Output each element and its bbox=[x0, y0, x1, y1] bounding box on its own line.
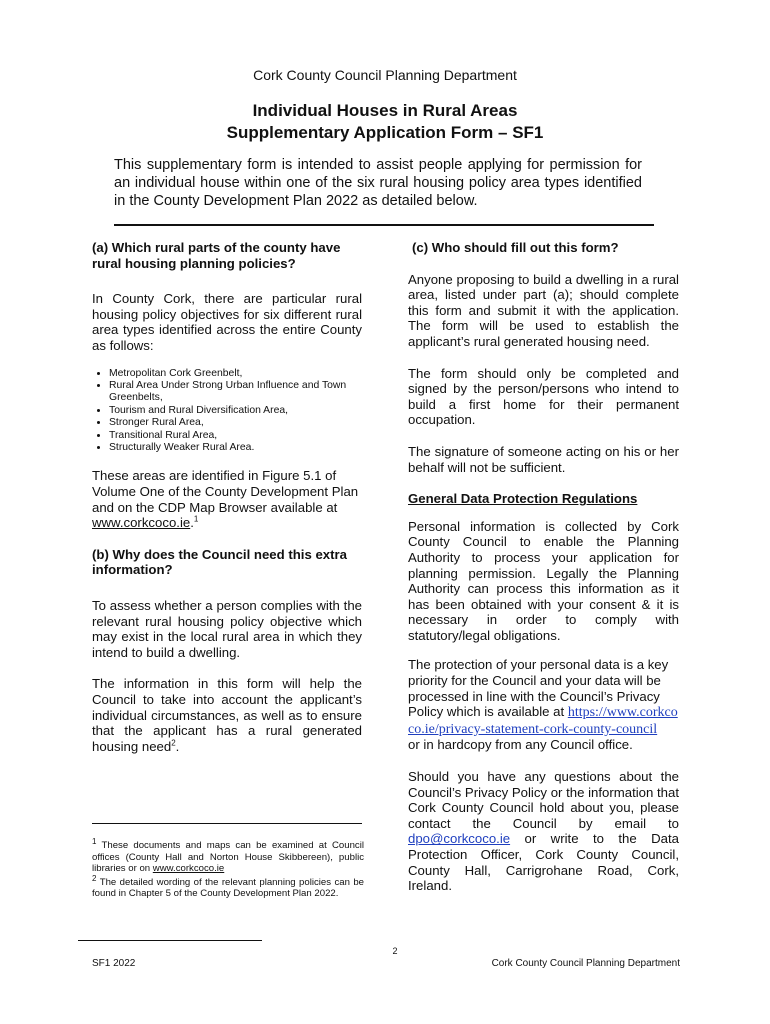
footnote-corkcoco-link[interactable]: www.corkcoco.ie bbox=[152, 863, 225, 875]
list-item: • Tourism and Rural Diversification Area, bbox=[109, 405, 362, 417]
list-item: • Metropolitan Cork Greenbelt, bbox=[109, 368, 362, 380]
section-b-heading: (b) Why does the Council need this extra information? bbox=[92, 546, 347, 578]
section-c-heading: (c) Who should fill out this form? bbox=[412, 240, 619, 255]
corkcoco-link[interactable]: www.corkcoco.ie bbox=[92, 515, 191, 531]
footnote-divider bbox=[92, 823, 362, 824]
form-title bbox=[0, 100, 770, 144]
section-a-para1: In County Cork, there are particular rural housing policy objectives for six different rural area types identified across the entire County as follows: bbox=[92, 291, 362, 353]
intro-paragraph: This supplementary form is intended to assist people applying for permission for an individual house within one of the six rural housing policy area types identified in the County Development Plan 2022 as detailed below. bbox=[114, 157, 642, 209]
gdpr-para1: Personal information is collected by Cork County Council to enable the Planning Authority to process your application for planning permission. Legally the Planning Authority can process this information as it has been obtained with your consent & it is necessary in order to comply with statutory/legal obligations. bbox=[408, 518, 679, 643]
footnote-1-text: These documents and maps can be examined at Council offices (County Hall and Norton House Skibbereen), public libraries or on bbox=[92, 840, 364, 875]
left-column bbox=[92, 240, 362, 754]
footnote-2-marker: 2 bbox=[92, 873, 97, 883]
list-item: • Rural Area Under Strong Urban Influence and Town Greenbelts, bbox=[109, 380, 362, 405]
footnote-1-marker: 1 bbox=[92, 836, 97, 846]
footnotes bbox=[92, 836, 364, 902]
period: . bbox=[175, 738, 180, 754]
section-c-para3: The signature of someone acting on his or her behalf will not be sufficient. bbox=[408, 443, 679, 475]
privacy-policy-link[interactable]: https://www.corkcoco.ie/privacy-statement-cork-county-council bbox=[408, 705, 678, 737]
period: . bbox=[190, 515, 194, 531]
gdpr-para2-end: or in hardcopy from any Council office. bbox=[408, 737, 633, 753]
section-c-para1: Anyone proposing to build a dwelling in a rural area, listed under part (a); should complete this form and submit it with the application. The form will be used to establish the applicant’s rural generated housing need. bbox=[408, 271, 679, 349]
footnote-1 bbox=[92, 836, 364, 875]
footnote-2 bbox=[92, 873, 364, 900]
gdpr-heading: General Data Protection Regulations bbox=[408, 491, 638, 507]
gdpr-para3-text: Should you have any questions about the Council’s Privacy Policy or the information that Cork County Council hold about you, please contact the Council by email to bbox=[408, 769, 679, 831]
footnote-ref-2[interactable]: 2 bbox=[171, 738, 176, 748]
gdpr-para2-text: The protection of your personal data is a key priority for the Council and your data will be processed in line with the Council’s Privacy Policy which is available at bbox=[408, 657, 669, 720]
form-title-line1: Individual Houses in Rural Areas bbox=[252, 101, 518, 120]
rural-area-list bbox=[92, 368, 362, 455]
footer-form-code: SF1 2022 bbox=[92, 958, 136, 969]
section-a-para2-text: These areas are identified in Figure 5.1 of Volume One of the County Development Plan and on the CDP Map Browser available at bbox=[92, 468, 359, 515]
section-b-para2-text: The information in this form will help the Council to take into account the applicant’s individual circumstances, as well as to ensure that the applicant has a rural generated housing need bbox=[92, 676, 362, 754]
gdpr-para3 bbox=[408, 769, 679, 894]
list-item: • Transitional Rural Area, bbox=[109, 430, 362, 442]
dpo-email-link[interactable]: dpo@corkcoco.ie bbox=[408, 831, 511, 847]
section-a-para2 bbox=[92, 468, 362, 530]
section-b-para2 bbox=[92, 676, 362, 754]
section-divider bbox=[114, 224, 654, 226]
list-item: • Structurally Weaker Rural Area. bbox=[109, 442, 362, 454]
footnote-ref-1[interactable]: 1 bbox=[193, 514, 199, 524]
form-title-line2: Supplementary Application Form – SF1 bbox=[226, 123, 544, 142]
list-item: • Stronger Rural Area, bbox=[109, 417, 362, 429]
footer-department: Cork County Council Planning Department bbox=[491, 958, 680, 969]
section-b-para1: To assess whether a person complies with the relevant rural housing policy objective which may exist in the local rural area in which they intend to build a dwelling. bbox=[92, 597, 362, 660]
gdpr-para2 bbox=[408, 657, 679, 753]
section-a-heading: (a) Which rural parts of the county have rural housing planning policies? bbox=[92, 240, 341, 271]
page-number: 2 bbox=[392, 946, 398, 956]
section-c-para2: The form should only be completed and signed by the person/persons who intend to build a first home for their permanent occupation. bbox=[408, 365, 679, 428]
department-header: Cork County Council Planning Department bbox=[253, 67, 517, 83]
gdpr-para3-end: or write to the Data Protection Officer, Cork County Council, County Hall, Carrigrohane Road, Cork, Ireland. bbox=[408, 831, 679, 894]
right-column bbox=[408, 240, 679, 894]
page-footer-divider bbox=[78, 940, 262, 941]
footnote-2-text: The detailed wording of the relevant planning policies can be found in Chapter 5 of the County Development Plan 2022. bbox=[92, 876, 364, 900]
